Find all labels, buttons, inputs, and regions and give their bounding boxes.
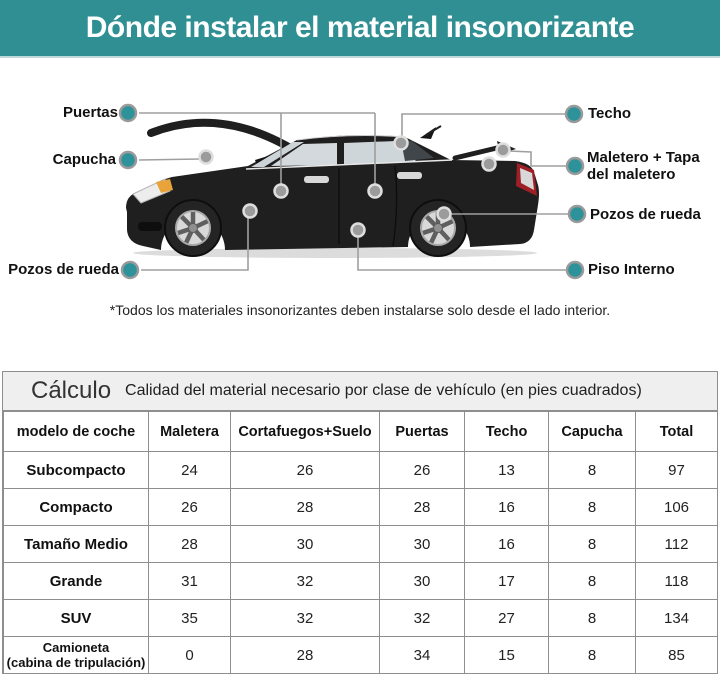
footnote: *Todos los materiales insonorizantes deben instalarse solo desde el lado interior. (109, 302, 611, 318)
connector-capucha (139, 159, 200, 160)
marker-front-wheelwell (244, 205, 257, 218)
label-maletero-line1: Maletero + Tapa (587, 149, 700, 166)
cell-value: 0 (149, 637, 231, 674)
table-row (4, 600, 718, 637)
cell-value: 30 (380, 563, 465, 600)
calc-subtitle: Calidad del material necesario por clase de vehículo (en pies cuadrados) (125, 382, 642, 399)
row-label: SUV (4, 600, 149, 637)
label-puertas: Puertas (62, 104, 118, 121)
marker-front-door (275, 185, 288, 198)
antenna-rod (426, 126, 441, 135)
cell-value: 13 (465, 452, 549, 489)
header-band (0, 0, 720, 58)
cell-value: 8 (549, 452, 636, 489)
col-header-modelo: modelo de coche (4, 412, 149, 452)
table-row (4, 637, 718, 674)
dot-maletero (567, 158, 583, 174)
cell-value: 32 (380, 600, 465, 637)
cell-value: 28 (380, 489, 465, 526)
row-label: Camioneta (cabina de tripulación) (4, 637, 149, 674)
cell-value: 8 (549, 563, 636, 600)
col-header-puertas: Puertas (380, 412, 465, 452)
table-row (4, 489, 718, 526)
cell-value: 28 (231, 637, 380, 674)
label-maletero (587, 149, 700, 183)
dot-techo (566, 106, 582, 122)
row-label: Grande (4, 563, 149, 600)
table-row (4, 452, 718, 489)
cell-value: 26 (231, 452, 380, 489)
cell-value: 30 (231, 526, 380, 563)
cell-value: 26 (380, 452, 465, 489)
cell-value: 8 (549, 526, 636, 563)
cell-value: 34 (380, 637, 465, 674)
cell-value: 134 (636, 600, 718, 637)
dot-capucha (120, 152, 136, 168)
cell-value: 26 (149, 489, 231, 526)
dot-piso (567, 262, 583, 278)
calc-title: Cálculo (31, 377, 112, 404)
label-maletero-line2: del maletero (587, 166, 676, 183)
marker-trunk (483, 158, 496, 171)
rear-door-handle (397, 172, 422, 179)
row-label: Compacto (4, 489, 149, 526)
cell-value: 30 (380, 526, 465, 563)
marker-roof (395, 137, 408, 150)
cell-value: 24 (149, 452, 231, 489)
dot-pozos-left (122, 262, 138, 278)
label-capucha: Capucha (52, 151, 116, 168)
cell-value: 112 (636, 526, 718, 563)
dot-pozos-right (569, 206, 585, 222)
label-pozos-de-rueda-right: Pozos de rueda (590, 206, 701, 223)
cell-value: 16 (465, 489, 549, 526)
cell-value: 8 (549, 489, 636, 526)
front-door-handle (304, 176, 329, 183)
marker-rear-wheelwell (438, 208, 451, 221)
cell-value: 27 (465, 600, 549, 637)
cell-value: 31 (149, 563, 231, 600)
cell-value: 28 (149, 526, 231, 563)
cell-value: 28 (231, 489, 380, 526)
cell-value: 35 (149, 600, 231, 637)
page-title: Dónde instalar el material insonorizante (85, 11, 635, 44)
label-piso-interno: Piso Interno (588, 261, 675, 278)
cell-value: 16 (465, 526, 549, 563)
cell-value: 85 (636, 637, 718, 674)
cell-value: 32 (231, 563, 380, 600)
front-wheel (165, 200, 221, 256)
label-techo: Techo (588, 105, 632, 122)
marker-trunk-lid (497, 144, 510, 157)
marker-floor (352, 224, 365, 237)
cell-value: 118 (636, 563, 718, 600)
calc-section (2, 371, 718, 674)
col-header-total: Total (636, 412, 718, 452)
cell-value: 8 (549, 637, 636, 674)
cell-value: 17 (465, 563, 549, 600)
dot-puertas (120, 105, 136, 121)
cell-value: 106 (636, 489, 718, 526)
calc-table (3, 411, 718, 674)
open-trunk-lid (455, 147, 501, 158)
col-header-techo: Techo (465, 412, 549, 452)
table-row (4, 526, 718, 563)
calc-title-bar (3, 372, 717, 411)
marker-rear-door (369, 185, 382, 198)
cell-value: 15 (465, 637, 549, 674)
marker-hood (200, 151, 213, 164)
col-header-capucha: Capucha (549, 412, 636, 452)
table-row (4, 563, 718, 600)
label-pozos-de-rueda-left: Pozos de rueda (8, 261, 119, 278)
cell-value: 8 (549, 600, 636, 637)
connector-techo (402, 114, 566, 136)
row-label: Subcompacto (4, 452, 149, 489)
table-header-row (4, 412, 718, 452)
front-intake (138, 222, 162, 231)
cell-value: 97 (636, 452, 718, 489)
col-header-maletera: Maletera (149, 412, 231, 452)
rear-wheel (410, 200, 466, 256)
row-label: Tamaño Medio (4, 526, 149, 563)
cell-value: 32 (231, 600, 380, 637)
col-header-cortafuegos: Cortafuegos+Suelo (231, 412, 380, 452)
